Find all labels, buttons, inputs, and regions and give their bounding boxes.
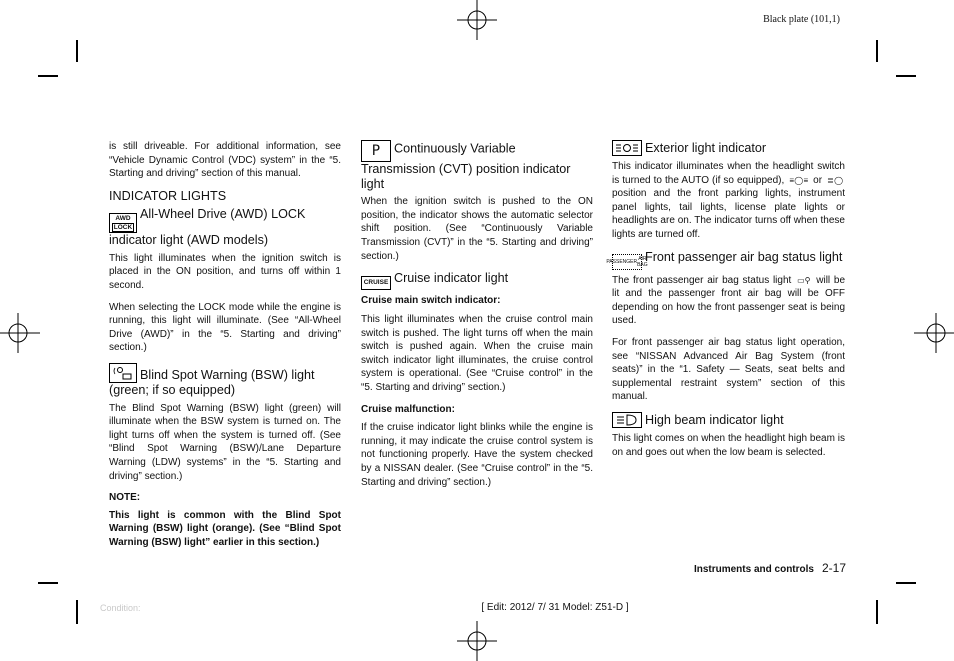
airbag-text-a: The front passenger air bag status light [612, 274, 792, 286]
note-label: NOTE: [109, 492, 141, 504]
crop-mark [76, 600, 78, 624]
cvt-heading-text: Continuously Variable Transmission (CVT) position indicator light [361, 141, 571, 191]
column-1 [109, 140, 341, 550]
cvt-heading [361, 140, 593, 191]
column-2 [361, 140, 593, 497]
malfunction-paragraph: If the cruise indicator light blinks while the engine is running, it may indicate the cruise control system is not functioning properly. Have the system checked by a NISSAN dealer. (See “Cruise control” in the “5. Starting and driving” section.) [361, 422, 593, 488]
airbag-text-b: will be lit and the passenger front air bag will be OFF depending on how the front passenger seat is being used. [612, 274, 846, 327]
passenger-airbag-status-icon: PASSENGER AIR BAG [606, 255, 648, 268]
condition-label: Condition: [100, 603, 141, 613]
high-beam-paragraph-1: This light comes on when the headlight high beam is on and goes out when the low beam is selected. [612, 432, 845, 458]
exterior-heading-text: Exterior light indicator [645, 141, 767, 155]
column-3 [606, 140, 846, 467]
awd-heading [109, 207, 341, 248]
cruise-heading [361, 271, 593, 290]
crop-mark [896, 582, 916, 584]
bsw-paragraph-1: The Blind Spot Warning (BSW) light (green) will illuminate when the BSW system is turned on. The light turns off when the system is turned off. (See “Blind Spot Warning (BSW)/Lane Departure Warning (LDW) systems” in the “5. Starting and driving” section.) [109, 402, 341, 482]
page-footer [600, 561, 846, 575]
exterior-text-b: position and the front parking lights, instrument panel lights, tail lights, license plate lights or headlights are on. The indicator turns off when these lights are turned off. [612, 188, 845, 240]
footer-section: Instruments and controls [693, 564, 814, 575]
exterior-light-icon [612, 140, 642, 156]
crop-mark [38, 582, 58, 584]
exterior-text-a: This indicator illuminates when the headlight switch is turned to the AUTO (if so equipped), [612, 161, 845, 186]
parking-light-icon: ≡◯≡ [789, 175, 809, 185]
high-beam-heading [612, 412, 845, 428]
awd-paragraph-1: This light illuminates when the ignition switch is placed in the ON position, and turns off within 1 second. [109, 252, 341, 292]
bsw-heading-text: Blind Spot Warning (BSW) light (green; if so equipped) [109, 368, 315, 398]
airbag-paragraph-2: For front passenger air bag status light operation, see “NISSAN Advanced Air Bag System (front seats)” in the “1. Safety — Seats, seat belts and supplemental restraint system” section of this manual. [612, 336, 845, 403]
airbag-heading [606, 249, 845, 270]
registration-mark-right [914, 313, 954, 353]
cvt-paragraph-1: When the ignition switch is pushed to the ON position, the indicator shows the automatic selector shift position. (See “Continuously Variable Transmission (CVT)” in the “5. Starting and driving” section.) [361, 196, 593, 262]
intro-paragraph: is still driveable. For additional information, see “Vehicle Dynamic Control (VDC) system” in the “5. Starting and driving” section of this manual. [109, 141, 341, 180]
exterior-text-or: or [813, 174, 823, 186]
crop-mark [876, 40, 878, 62]
awd-heading-text: All-Wheel Drive (AWD) LOCK indicator light (AWD models) [109, 206, 306, 248]
crop-mark [896, 75, 916, 77]
cvt-position-icon: P [361, 140, 391, 162]
malfunction-label: Cruise malfunction: [361, 403, 455, 415]
page-number: 2-17 [821, 561, 846, 575]
main-switch-label: Cruise main switch indicator: [361, 295, 501, 307]
awd-lock-icon: AWD LOCK [109, 213, 137, 233]
edit-info: [ Edit: 2012/ 7/ 31 Model: Z51-D ] [481, 602, 629, 613]
awd-paragraph-2: When selecting the LOCK mode while the engine is running, this light will illuminate. (See “All-Wheel Drive (AWD)” in the “5. Starting and driving” section.) [109, 301, 341, 354]
headlight-icon: ≣◯ [827, 175, 844, 185]
section-title: INDICATOR LIGHTS [109, 188, 227, 203]
main-switch-paragraph: This light illuminates when the cruise control main switch is pushed. The light turns off when the main switch is pushed again. When the cruise main switch indicator light illuminates, the cruise control system is operational. (See “Cruise control” in the “5. Starting and driving” section.) [361, 314, 593, 394]
registration-mark-bottom [457, 621, 497, 661]
airbag-inline-icon: ▭⚲ [797, 275, 811, 285]
cruise-heading-text: Cruise indicator light [394, 271, 509, 286]
blind-spot-warning-icon [109, 363, 137, 383]
exterior-heading [612, 140, 845, 156]
crop-mark [76, 40, 78, 62]
crop-mark [876, 600, 878, 624]
exterior-paragraph-1 [612, 160, 845, 242]
high-beam-heading-text: High beam indicator light [645, 412, 784, 427]
cruise-icon: CRUISE [361, 276, 391, 290]
high-beam-icon [612, 412, 642, 428]
crop-mark [38, 75, 58, 77]
note-body: This light is common with the Blind Spot Warning (BSW) light (orange). (See “Blind Spot Warning (BSW) light” earlier in this section.) [109, 509, 341, 548]
plate-label: Black plate (101,1) [763, 14, 840, 25]
registration-mark-top [457, 0, 497, 40]
airbag-paragraph-1 [612, 274, 845, 328]
registration-mark-left [0, 313, 40, 353]
bsw-heading [109, 363, 341, 398]
airbag-heading-text: Front passenger air bag status light [645, 249, 843, 264]
